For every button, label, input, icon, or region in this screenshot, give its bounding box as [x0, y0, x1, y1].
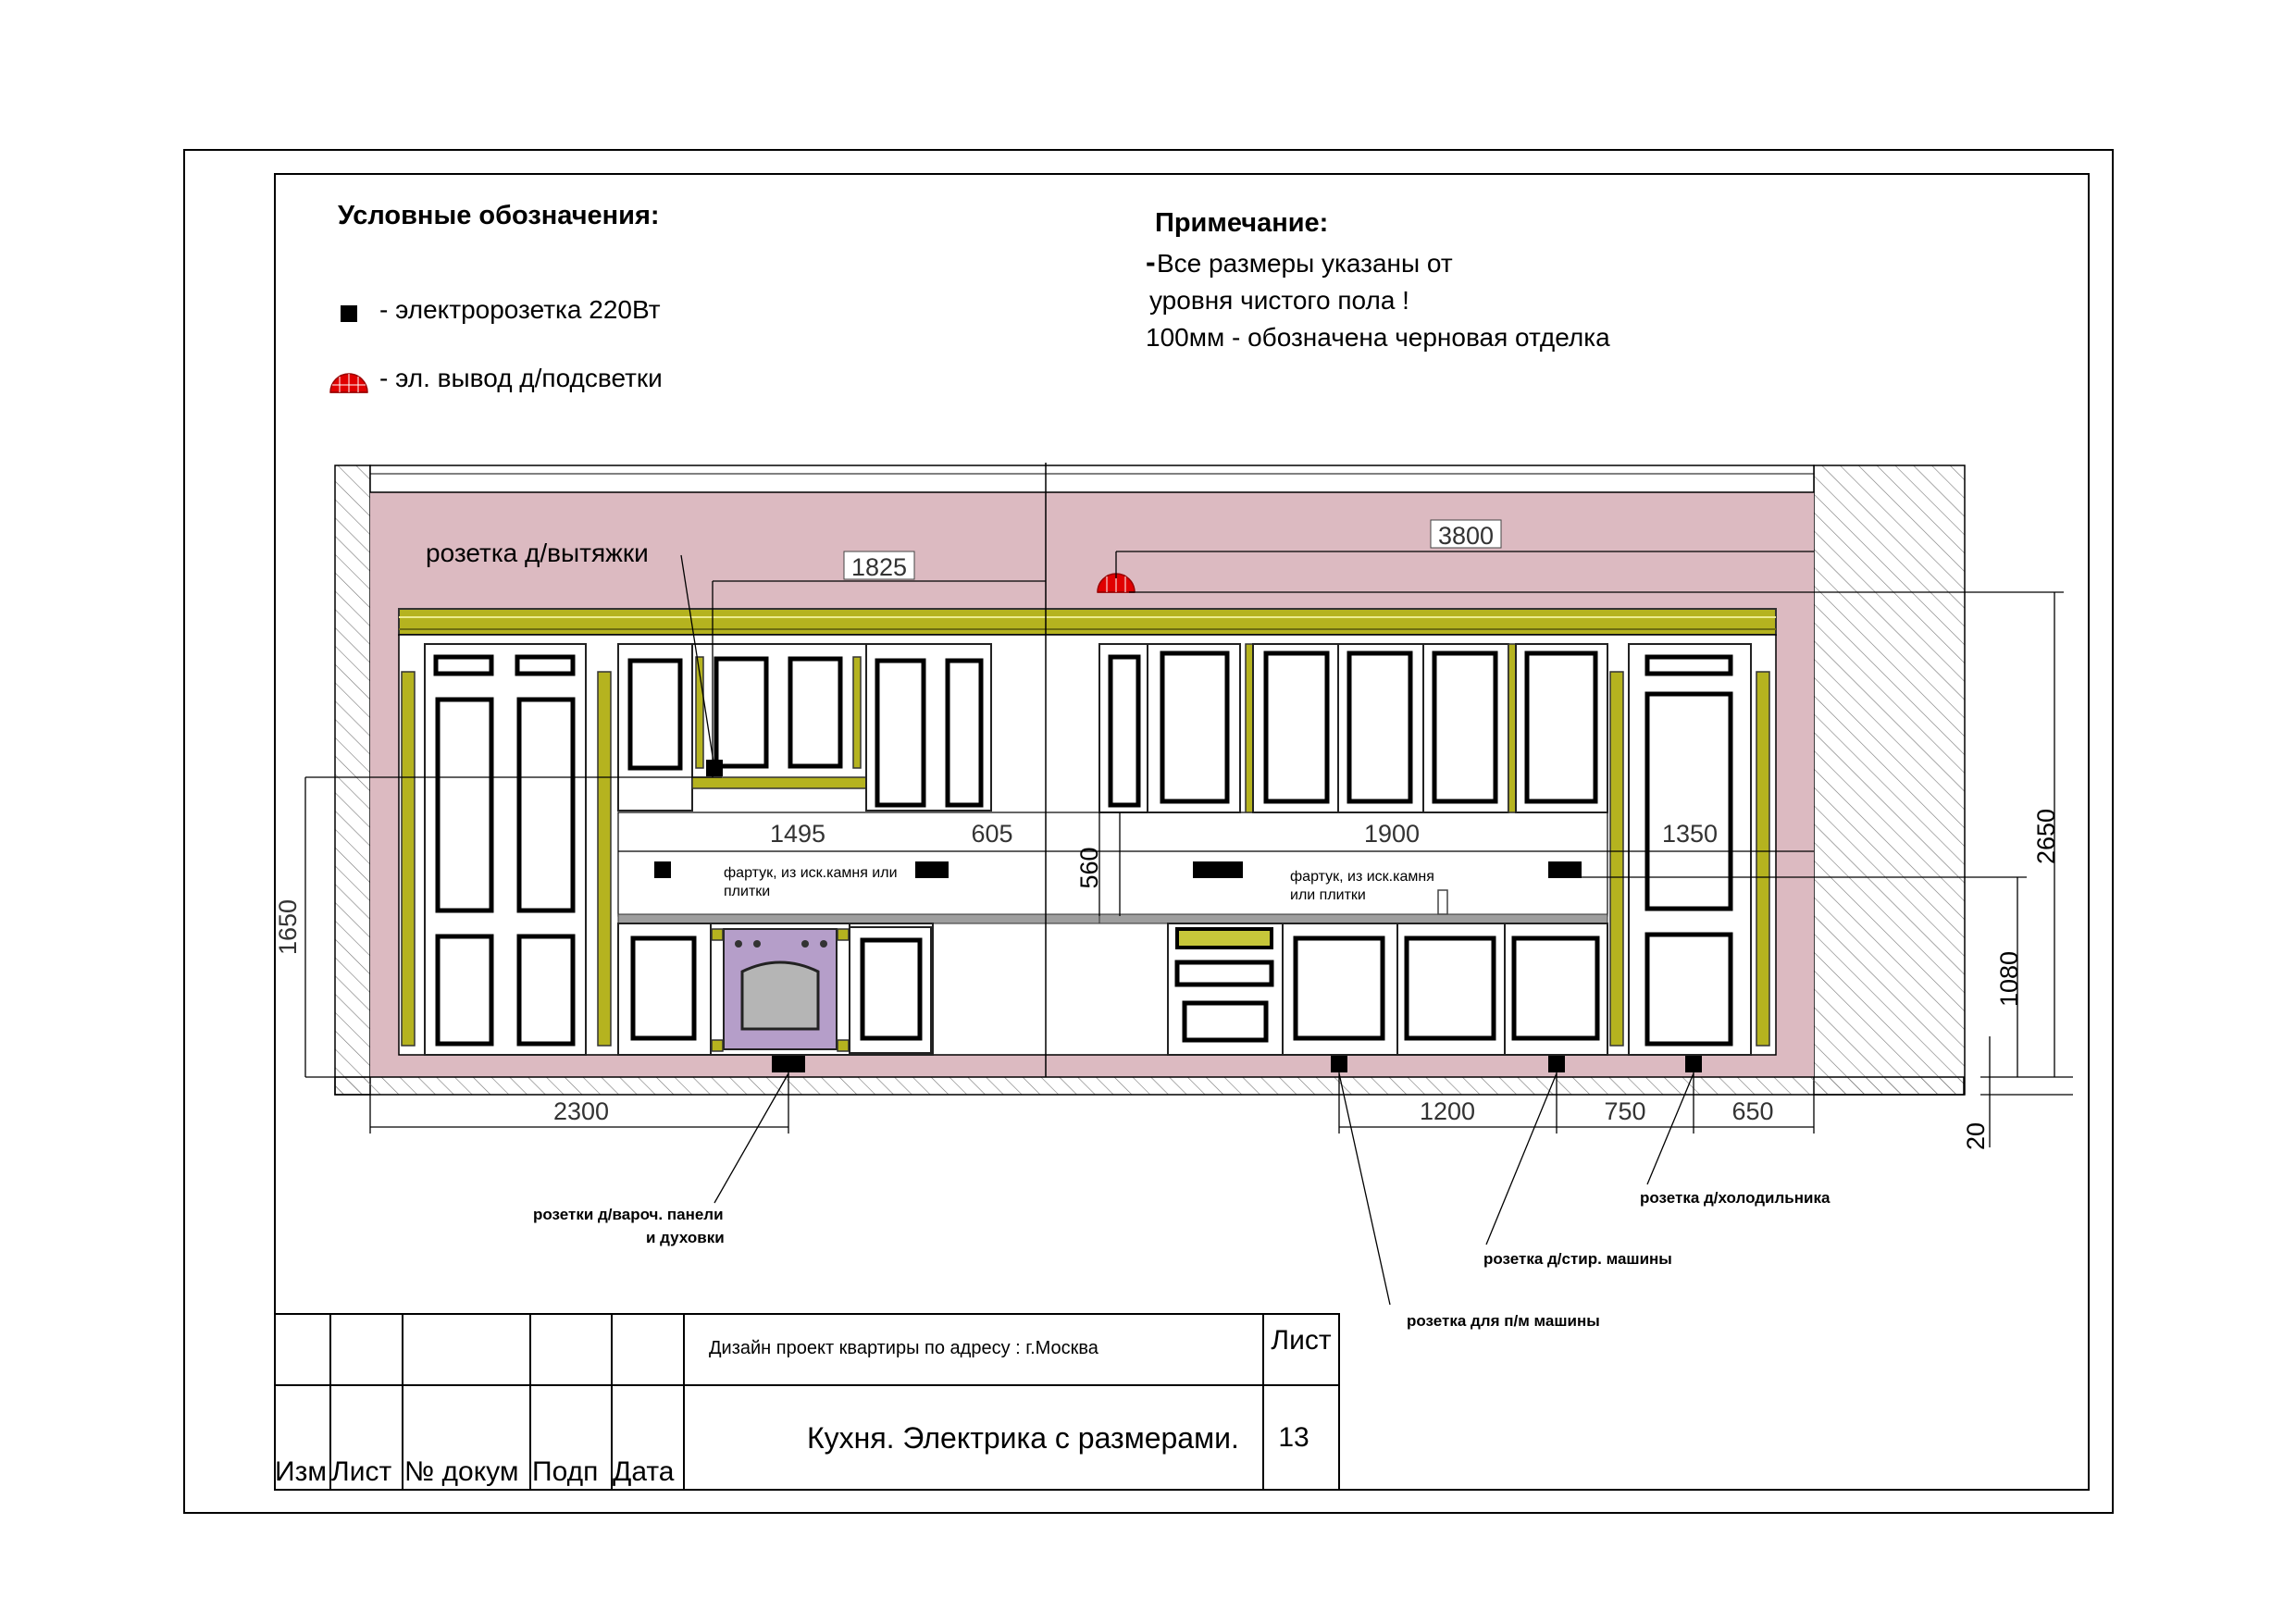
dishwasher-socket-label: розетка для п/м машины — [1407, 1312, 1600, 1330]
dim-650: 650 — [1731, 1097, 1774, 1125]
oven-window — [742, 962, 818, 1029]
socket-icon — [1193, 861, 1210, 878]
tap — [1438, 890, 1447, 914]
pilaster — [1246, 644, 1253, 812]
note-line-1: Все размеры указаны от — [1157, 249, 1453, 278]
upper-door-panel — [1527, 653, 1595, 801]
stamp-col-list: Лист — [331, 1456, 392, 1487]
hob-socket-label-2: и духовки — [646, 1229, 725, 1246]
stamp-sheet-number: 13 — [1278, 1422, 1309, 1453]
upper-door-panel — [790, 659, 840, 766]
note-title: Примечание: — [1155, 208, 1329, 238]
dim-1350: 1350 — [1661, 820, 1719, 848]
socket-icon — [1548, 861, 1565, 878]
countertop-left — [618, 914, 1099, 923]
upper-door-panel — [877, 661, 924, 805]
upper-door-panel — [1111, 657, 1138, 805]
tall-left-door-4 — [519, 936, 573, 1044]
apron-label-left-1: фартук, из иск.камня или — [724, 865, 898, 881]
upper-door-panel — [716, 659, 766, 766]
dim-1900: 1900 — [1363, 820, 1421, 848]
legend-socket-text: - электророзетка 220Вт — [379, 295, 661, 324]
upper-door-panel — [1266, 653, 1327, 801]
drawer-panel — [1185, 1003, 1266, 1040]
dim-3800: 3800 — [1437, 522, 1495, 550]
pilaster — [402, 672, 415, 1046]
stamp-sheet-label: Лист — [1271, 1325, 1332, 1356]
apron-label-right-1: фартук, из иск.камня — [1290, 869, 1434, 885]
tall-left-vent-1 — [436, 657, 491, 674]
apron-label-right-2: или плитки — [1290, 887, 1366, 903]
dim-560: 560 — [1075, 847, 1103, 889]
stamp-title: Кухня. Электрика с размерами. — [807, 1421, 1239, 1455]
drawer-panel — [1177, 962, 1272, 985]
drawer-panel — [1177, 929, 1272, 948]
dim-1650: 1650 — [274, 898, 302, 956]
ceiling-band — [370, 465, 1814, 492]
tall-right-door-2 — [1647, 935, 1731, 1044]
hood-socket-label: розетка д/вытяжки — [426, 539, 649, 567]
upper-door-panel — [630, 661, 680, 768]
legend-title: Условные обозначения: — [338, 201, 660, 230]
note-line-2: уровня чистого пола ! — [1149, 286, 1409, 315]
hob-socket-label-1: розетки д/вароч. панели — [533, 1206, 724, 1223]
upper-door-panel — [1162, 653, 1227, 801]
cornice — [399, 609, 1776, 635]
upper-door-panel — [1434, 653, 1496, 801]
pilaster — [1756, 672, 1769, 1046]
base-door-panel — [1514, 938, 1597, 1038]
socket-icon — [1226, 861, 1243, 878]
pilaster — [853, 657, 861, 768]
base-door-panel — [1296, 938, 1383, 1038]
stamp-col-date: Дата — [613, 1456, 675, 1487]
socket-icon — [341, 305, 357, 322]
base-door-panel — [633, 938, 694, 1038]
right-wall — [1814, 465, 1965, 1095]
apron-label-left-2: плитки — [724, 884, 771, 899]
pilaster — [1610, 672, 1623, 1046]
stamp-col-izm: Изм — [275, 1456, 327, 1487]
stamp-col-doc: № докум — [404, 1456, 519, 1487]
socket-icon — [788, 1056, 805, 1072]
floor-slab — [335, 1077, 1964, 1095]
oven-trim — [838, 929, 849, 940]
fridge-socket-label: розетка д/холодильника — [1640, 1189, 1831, 1207]
washer-socket-label: розетка д/стир. машины — [1483, 1250, 1672, 1268]
stamp-col-sign: Подп — [532, 1456, 599, 1487]
apron-zone — [618, 812, 1607, 916]
note-line-3: 100мм - обозначена черновая отделка — [1146, 323, 1610, 352]
tall-left-vent-2 — [517, 657, 573, 674]
countertop-right — [1099, 914, 1607, 923]
socket-icon — [1565, 861, 1582, 878]
socket-icon — [772, 1056, 788, 1072]
legend-light-text: - эл. вывод д/подсветки — [379, 364, 663, 392]
socket-icon — [654, 861, 671, 878]
socket-icon — [1685, 1056, 1702, 1072]
base-door-panel — [863, 940, 920, 1038]
tall-left-door-3 — [438, 936, 491, 1044]
oven-trim — [712, 1040, 723, 1051]
socket-icon — [1331, 1056, 1347, 1072]
tall-left-door-1 — [438, 700, 491, 911]
note-dash: - — [1146, 245, 1156, 279]
oven-trim — [712, 929, 723, 940]
pilaster — [598, 672, 611, 1046]
left-wall — [335, 465, 370, 1095]
base-door-panel — [1407, 938, 1494, 1038]
upper-door-panel — [1349, 653, 1410, 801]
dim-1825: 1825 — [850, 553, 908, 581]
dim-20: 20 — [1962, 1121, 1990, 1151]
socket-icon — [915, 861, 932, 878]
dim-750: 750 — [1604, 1097, 1646, 1125]
dim-2650: 2650 — [2032, 808, 2060, 865]
light-outlet-icon — [330, 374, 367, 392]
hood-frame — [692, 777, 866, 788]
oven-trim — [838, 1040, 849, 1051]
dim-2300: 2300 — [552, 1097, 610, 1125]
upper-door-panel — [948, 661, 981, 805]
socket-icon — [1210, 861, 1226, 878]
dim-1200: 1200 — [1419, 1097, 1476, 1125]
stamp-project: Дизайн проект квартиры по адресу : г.Москва — [709, 1338, 1098, 1358]
pilaster — [1508, 644, 1516, 812]
dim-1495: 1495 — [769, 820, 826, 848]
socket-icon — [1548, 1056, 1565, 1072]
dim-1080: 1080 — [1995, 950, 2023, 1008]
dim-605: 605 — [971, 820, 1013, 848]
socket-icon — [932, 861, 949, 878]
tall-left-door-2 — [519, 700, 573, 911]
tall-right-vent — [1647, 657, 1731, 674]
tall-right-door-1 — [1647, 694, 1731, 909]
